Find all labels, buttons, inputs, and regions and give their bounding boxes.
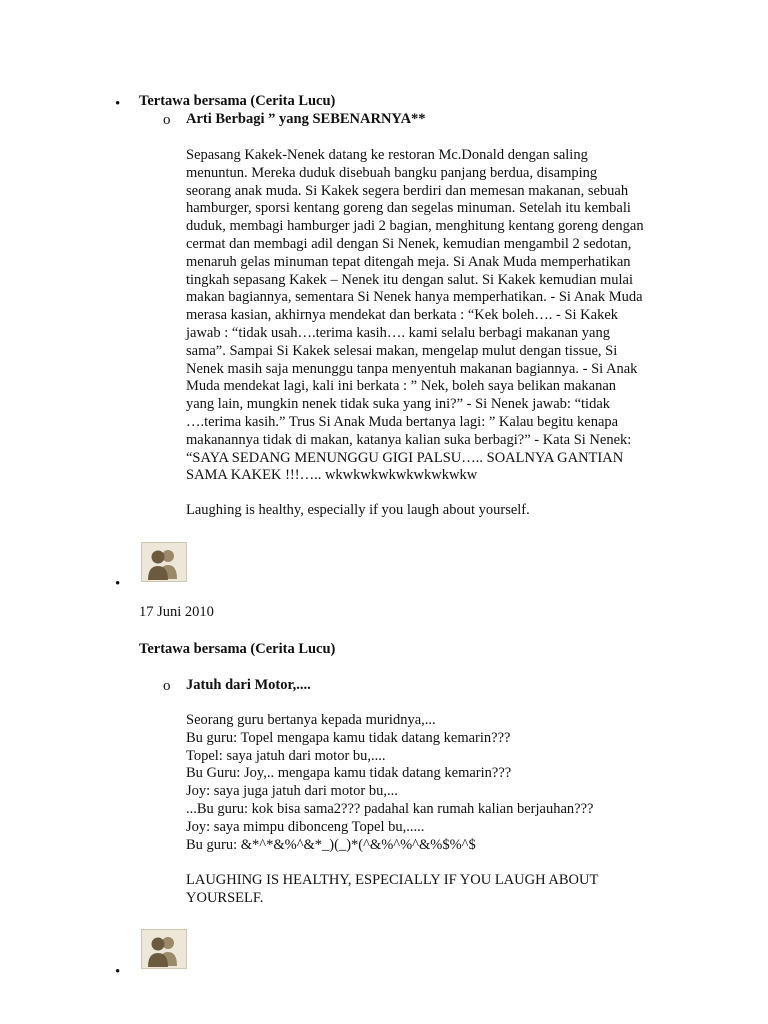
story-line: sama”. Sampai Si Kakek selesai makan, mengelap mulut dengan tissue, Si [186,342,618,359]
list-bullet: • [115,576,121,592]
user-group-avatar-icon[interactable] [141,542,187,582]
story-line: ...Bu guru: kok bisa sama2??? padahal kan rumah kalian berjauhan??? [186,800,594,817]
list-bullet: • [115,96,121,112]
story-line: duduk, membagi hamburger jadi 2 bagian, menghitung kentang goreng dengan [186,218,644,235]
story-line: Bu Guru: Joy,.. mengapa kamu tidak datang kemarin??? [186,765,512,782]
story-line: ….terima kasih.” Trus Si Anak Muda bertanya lagi: ” Kalau begitu kenapa [186,413,619,430]
list-bullet: • [115,964,121,980]
story-line: tingkah sepasang Kakek – Nenek itu dengan salut. Si Kakek kemudian mulai [186,271,633,288]
story-line: Nenek masih saja menunggu tanpa menyentuh makanan bagiannya. - Si Anak [186,360,638,377]
sublist-bullet: o [163,112,171,128]
story-line: Sepasang Kakek-Nenek datang ke restoran Mc.Donald dengan saling [186,147,588,163]
closing-paragraph [186,872,598,908]
story-line: “SAYA SEDANG MENUNGGU GIGI PALSU….. SOALNYA GANTIAN [186,449,624,466]
story-line: Topel: saya jatuh dari motor bu,.... [186,747,386,764]
story-line: jawab : “tidak usah….terima kasih…. kami selalu berbagi makanan yang [186,324,610,341]
story-line: Bu guru: &*^*&%^&*_)(_)*(^&%^%^&%$%^$ [186,836,476,853]
sublist-bullet: o [163,678,171,694]
story-line: merasa kasian, akhirnya mendekat dan berkata : “Kek boleh…. - Si Kakek [186,307,619,324]
post-title: Jatuh dari Motor,.... [186,677,311,693]
closing-line: YOURSELF. [186,889,264,906]
story-paragraph [186,147,644,485]
story-line: Bu guru: Topel mengapa kamu tidak datang kemarin??? [186,729,511,746]
story-line: cermat dan membagi adil dengan Si Nenek, kemudian mengambil 2 sedotan, [186,235,632,252]
closing-line: LAUGHING IS HEALTHY, ESPECIALLY IF YOU LAUGH ABOUT [186,872,599,888]
story-line: seorang anak muda. Si Kakek segera berdiri dan memesan makanan, sebuah [186,182,629,199]
closing-line: Laughing is healthy, especially if you laugh about yourself. [186,502,530,518]
user-group-avatar-icon[interactable] [141,929,187,969]
story-line: Joy: saya mimpu dibonceng Topel bu,..... [186,818,425,835]
story-line: Seorang guru bertanya kepada muridnya,... [186,712,436,728]
story-line: SAMA KAKEK !!!….. wkwkwkwkwkwkwkwkw [186,467,478,484]
story-line: makanannya tidak di makan, katanya kalian suka berbagi?” - Kata Si Nenek: [186,431,632,448]
story-line: makan bagiannya, sementara Si Nenek hanya memperhatikan. - Si Anak Muda [186,289,643,306]
story-paragraph [186,712,593,854]
post-date: 17 Juni 2010 [139,604,214,620]
story-line: Muda mendekat lagi, kali ini berkata : ” Nek, boleh saya belikan makanan [186,378,617,395]
story-line: Joy: saya juga jatuh dari motor bu,... [186,783,398,800]
post-title: Arti Berbagi ” yang SEBENARNYA** [186,111,426,127]
story-line: hamburger, sporsi kentang goreng dan segelas minuman. Setelah itu kembali [186,200,631,217]
post-category: Tertawa bersama (Cerita Lucu) [139,93,336,109]
story-line: yang lain, mungkin nenek tidak suka yang ini?” - Si Nenek jawab: “tidak [186,396,611,413]
story-line: menuntun. Mereka duduk disebuah bangku panjang berdua, disamping [186,164,598,181]
story-line: menaruh gelas minuman tepat ditengah meja. Si Anak Muda memperhatikan [186,253,631,270]
post-category: Tertawa bersama (Cerita Lucu) [139,641,336,657]
